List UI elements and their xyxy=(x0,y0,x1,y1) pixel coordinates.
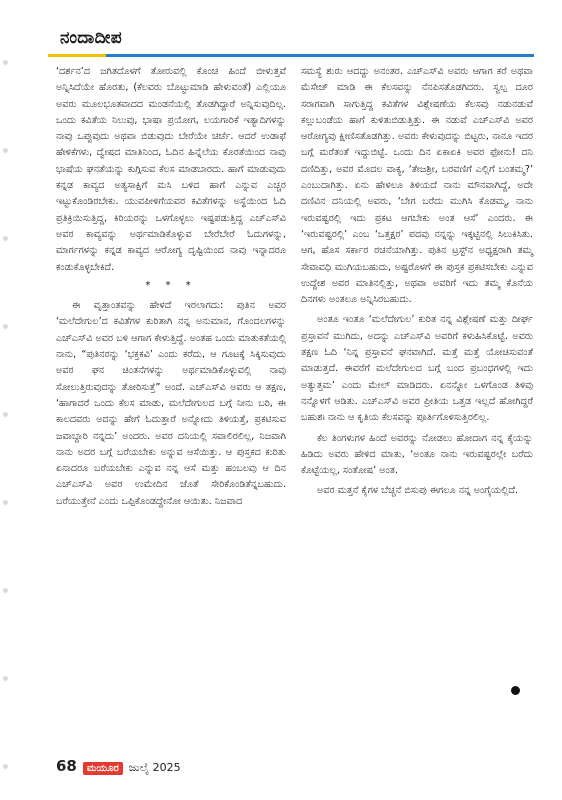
binder-hole xyxy=(3,676,8,681)
magazine-name: ಮಯೂರ xyxy=(83,762,123,775)
section-separator: * * * xyxy=(145,279,197,291)
binder-hole xyxy=(3,500,8,505)
paragraph: ಸಮಸ್ಯೆ ಶುರು ಆದದ್ದು ಅನಂತರ. ಎಚ್ಎಸ್‌ವಿ ಅವರು ಆಗಾಗ ಕರೆ ಅಥವಾ ಮೆಸೇಜ್ ಮಾಡಿ ಈ ಕೆಲಸವನ್ನು ನೆನಪಿಸತೊಡಗಿದರು. ಸ್ವಲ್ಪ ದೂರ ಸರಾಗವಾಗಿ ಸಾಗುತ್ತಿದ್ದ ಕವಿತೆಗಳ ವಿಶ್ಲೇಷಣೆಯ ಕೆಲಸವು ನಡುನಡುವೆ ಕಲ್ಲುಬಂಡೆಯ ಹಾಗೆ ಕುಳಿತುಬಿಡುತ್ತಿತ್ತು. ಈ ನಡುವೆ ಎಚ್ಎಸ್‌ವಿ ಅವರ ಆರೋಗ್ಯವು ಕ್ಷೀಣಿಸತೊಡಗಿತ್ತು. ಅವರು ಕೇಳುವುದನ್ನು ಬಿಟ್ಟರು, ನಾನೂ ಇದರ ಬಗ್ಗೆ ಮರೆತಂತೆ ಇದ್ದುಬಿಟ್ಟೆ. ಒಂದು ದಿನ ಏಕಾಏಕಿ ಅವರ ಫೋನು! ದನಿ ದಣಿದಿತ್ತು, ಅವರ ಮೊದಲ ವಾಕ್ಯ, ‘ತೇಜಶ್ರೀ, ಬರವಣಿಗೆ ಎಲ್ಲಿಗೆ ಬಂತಮ್ಮ?’ ಎಂಬುದಾಗಿತ್ತು. ಏನು ಹೇಳಲೂ ತಿಳಿಯದೆ ನಾನು ಮೌನವಾಗಿದ್ದೆ, ಅದೇ ದಣಿವಿನ ದನಿಯಲ್ಲಿ ಅವರು, ‘ಬೇಗ ಬರೆದು ಮುಗಿಸಿ ಕೊಡಮ್ಮ, ನಾನು ಇರುವಷ್ಟರಲ್ಲಿ ಇದು ಪ್ರಕಟ ಆಗಬೇಕು ಅಂತ ಆಸೆ’ ಎಂದರು. ಈ ‘ಇರುವಷ್ಟರಲ್ಲಿ’ ಎಂಬ ‘ಒತ್ತಕ್ಷರ’ ಪದವು ನನ್ನನ್ನು ಇಕ್ಕಟ್ಟಿನಲ್ಲಿ ಸಿಲುಕಿಸಿತು. ಆಗ, ಹೊಸ ಸರ್ಕಾರ ರಚನೆಯಾಗಿತ್ತು. ಪುತಿನ ಟ್ರಸ್ಟ್‌ನ ಅಧ್ಯಕ್ಷರಾಗಿ ತಮ್ಮ ಸೇವಾವಧಿ ಮುಗಿಯಬಹುದು, ಅಷ್ಟರೊಳಗೆ ಈ ಪುಸ್ತಕ ಪ್ರಕಟಿಸಬೇಕು ಎನ್ನುವ ಉದ್ದೇಶ ಅವರ ಮಾತಿನಲ್ಲಿತ್ತು, ಅಥವಾ ಅವರಿಗೆ ಇದು ತಮ್ಮ ಕೊನೆಯ ದಿನಗಳು ಅಂತಲೂ ಅನ್ನಿಸಿರಬಹುದು. xyxy=(301,66,533,306)
title-rule-main xyxy=(106,54,534,57)
paragraph: ಅಂತೂ ಇಂತೂ ‘ಮಲೆದೇಗುಲ’ ಕುರಿತ ನನ್ನ ವಿಶ್ಲೇಷಣೆ ಮತ್ತು ದೀರ್ಘ ಪ್ರಸ್ತಾವನೆ ಮುಗಿದು, ಅದನ್ನು ಎಚ್ಎಸ್‌ವಿ ಅವರಿಗೆ ಕಳುಹಿಸಿಕೊಟ್ಟೆ. ಅವರು ತಕ್ಷಣ ಓದಿ ‘ನಿನ್ನ ಪ್ರಸ್ತಾವನೆ ಘನವಾಗಿದೆ. ಮತ್ತೆ ಮತ್ತೆ ಯೋಚಿಸುವಂತೆ ಮಾಡುತ್ತದೆ. ಈವರೆಗೆ ಮಲೆದೇಗುಲದ ಬಗ್ಗೆ ಬಂದ ಪ್ರಬಂಧಗಳಲ್ಲಿ ಇದು ಅತ್ಯುತ್ತಮ’ ಎಂದು ಮೇಲ್ ಮಾಡಿದರು. ಏನನ್ನೋ ಒಳಗೊಂಡ ತಿಳಿವು ನನ್ನೊಳಗೆ ಆಡಿತು. ಎಚ್ಎಸ್‌ವಿ ಅವರ ಪ್ರೀತಿಯ ಒತ್ತಡ ಇಲ್ಲದೆ ಹೋಗಿದ್ದರೆ ಬಹುಶಃ ನಾನು ಆ ಕೃತಿಯ ಕೆಲಸವನ್ನು ಪೂರ್ತಿಗೊಳಿಸುತ್ತಿರಲಿಲ್ಲ. xyxy=(301,314,533,424)
section-title: ನಂದಾದೀಪ xyxy=(60,28,122,48)
binder-hole xyxy=(3,588,8,593)
paragraph: ಈ ವೃತ್ತಾಂತವನ್ನು ಹೇಳದೆ ಇರಲಾಗದು: ಪುತಿನ ಅವರ ‘ಮಲೆದೇಗುಲ’ದ ಕವಿತೆಗಳ ಕುರಿತಾಗಿ ನನ್ನ ಅನುಮಾನ, ಗೊಂದಲಗಳನ್ನು ಎಚ್ಎಸ್‌ವಿ ಅವರ ಬಳಿ ಆಗಾಗ ಕೇಳುತ್ತಿದ್ದೆ. ಅಂತಹ ಒಂದು ಮಾತುಕತೆಯಲ್ಲಿ ನಾನು, “ಪುತಿನರನ್ನು ‘ಭಕ್ತಕವಿ’ ಎಂದು ಕರೆದು, ಆ ಗೂಟಕ್ಕೆ ಸಿಕ್ಕಿಸುವುದು ಅವರ ಘನ ಚಿಂತನೆಗಳನ್ನು ಅರ್ಥಮಾಡಿಕೊಳ್ಳುವಲ್ಲಿ ನಾವು ಸೋಲುತ್ತಿರುವುದನ್ನು ತೋರಿಸುತ್ತೆ” ಅಂದೆ. ಎಚ್ಎಸ್‌ವಿ ಅವರು ಆ ತಕ್ಷಣ, ‘ಹಾಗಾದರೆ ಒಂದು ಕೆಲಸ ಮಾಡು, ಮಲೆದೇಗುಲದ ಬಗ್ಗೆ ನೀನು ಬರಿ, ಈ ಕಾಲದವರು ಅದನ್ನು ಹೇಗೆ ಓದುತ್ತಾರೆ ಅನ್ನೋದು ತಿಳಿಯತ್ತೆ, ಪ್ರಕಟಿಸುವ ಜವಾಬ್ದಾರಿ ನನ್ನದು’ ಅಂದರು. ಅವರ ದನಿಯಲ್ಲಿ ಸವಾಲಿರಲಿಲ್ಲ, ನಿಜವಾಗಿ ನಾನು ಅದರ ಬಗ್ಗೆ ಬರೆಯಬೇಕು ಅನ್ನುವ ಆಸೆಯಿತ್ತು. ಆ ಪುಸ್ತಕದ ಕುರಿತು ಏನಾದರೂ ಬರೆಯಬೇಕು ಎನ್ನುವ ನನ್ನ ಆಸೆ ಮತ್ತು ಹಂಬಲವು ಆ ದಿನ ಎಚ್ಎಸ್‌ವಿ ಅವರ ಉಮೇದಿನ ಜೊತೆ ಸೇರಿಕೊಂಡಿತೆನ್ನಬಹುದು. ಬರೆಯುತ್ತೇನೆ ಎಂದು ಒಪ್ಪಿಕೊಂಡದ್ದೇನೋ ಆಯಿತು. ನಿಜವಾದ xyxy=(56,300,286,507)
title-rule-accent xyxy=(48,54,106,57)
article-end-mark xyxy=(511,686,520,695)
paragraph: ‘ದರ್ಶನ’ದ ಜಗಿತದೊಳಗೆ ತೋರುವಲ್ಲಿ ಕೊಂಚ ಹಿಂದೆ ಬೀಳುತ್ತವೆ ಅನ್ನಿಸಿದೆಯೇ ಹೊರತು, (ಕೆಲವರು ಬೊಟ್ಟುಮಾಡಿ ಹೇಳುವಂತೆ) ಎಲ್ಲಿಯೂ ಅವರು ಮೂಲಭೂತವಾದದ ಮಂಡನೆಯಲ್ಲಿ ತೊಡಗಿದ್ದಾರೆ ಅನ್ನಿಸುವುದಿಲ್ಲ. ಒಂದು ಕವಿತೆಯ ನಿಲುವು, ಭಾಷಾ ಪ್ರಯೋಗ, ಲಯಗಾರಿಕೆ ಇತ್ಯಾದಿಗಳನ್ನು ನಾವು ಒಪ್ಪುವುದು ಅಥವಾ ಬಿಡುವುದು ಬೇರೆಯೇ ಚರ್ಚೆ. ಆದರೆ ಉಡಾಫೆ ಹೇಳಿಕೆಗಳು, ದ್ವೇಷದ ಮಾತಿನಿಂದ, ಓದಿನ ಹಿನ್ನೆಲೆಯ ಕೊರತೆಯಿಂದ ನಾವು ಭಾಷೆಯ ಘನತೆಯನ್ನು ಕುಗ್ಗಿಸುವ ಕೆಲಸ ಮಾಡಬಾರದು. ಹಾಗೆ ಮಾಡುವುದು ಕನ್ನಡ ಕಾವ್ಯದ ಅತ್ಯಸಾಕ್ಷಿಗೆ ಮಸಿ ಬಳಿದ ಹಾಗೆ ಎನ್ನುವ ಎಚ್ಚರ ಇಟ್ಟುಕೊಂಡಿರಬೇಕು. ಯುವಪೀಳಿಗೆಯವರ ಕವಿತೆಗಳನ್ನು ಅಸ್ಥೆಯಿಂದ ಓದಿ ಪ್ರತಿಕ್ರಿಯಿಸುತ್ತಿದ್ದ, ಕಿರಿಯರನ್ನು ಒಳಗೊಳ್ಳಲು ಇಷ್ಟಪಡುತ್ತಿದ್ದ ಎಚ್ಎಸ್‌ವಿ ಅವರ ಕಾವ್ಯವನ್ನು ಅರ್ಥಮಾಡಿಕೊಳ್ಳುವ ಬೇರೆಬೇರೆ ಓದುಗಳನ್ನು, ಮಾರ್ಗಗಳನ್ನು ಕನ್ನಡ ಕಾವ್ಯದ ಆರೋಗ್ಯ ದೃಷ್ಟಿಯಿಂದ ನಾವು ಇನ್ನಾದರೂ ಕಂಡುಕೊಳ್ಳಬೇಕಿದೆ. xyxy=(56,66,286,273)
binder-holes xyxy=(0,0,14,800)
binder-hole xyxy=(3,148,8,153)
binder-hole xyxy=(3,236,8,241)
binder-hole xyxy=(3,412,8,417)
issue-date: ಜುಲೈ 2025 xyxy=(128,761,181,774)
binder-hole xyxy=(3,60,8,65)
article-left-column xyxy=(56,64,286,510)
binder-hole xyxy=(3,324,8,329)
title-rule xyxy=(48,54,534,57)
page-footer xyxy=(56,757,181,775)
page-number: 68 xyxy=(56,757,77,775)
article-right-column xyxy=(301,64,533,500)
binder-hole xyxy=(3,764,8,769)
paragraph: ಅವರ ಮತ್ತನೆ ಕೈಗಳ ಬೆಚ್ಚನೆ ಬಿಸುಪು ಈಗಲೂ ನನ್ನ ಅಂಗೈಯಲ್ಲಿದೆ. xyxy=(317,485,519,497)
paragraph: ಕೆಲ ತಿಂಗಳುಗಳ ಹಿಂದೆ ಅವರನ್ನು ನೋಡಲು ಹೋದಾಗ ನನ್ನ ಕೈಯನ್ನು ಹಿಡಿದು ಅವರು ಹೇಳಿದ ಮಾತು, ‘ಅಂತೂ ನಾನು ಇರುವಷ್ಟರಲ್ಲೇ ಬರೆದು ಕೊಟ್ಟೆಯಲ್ಲ, ಸಂತೋಷ’ ಅಂತ. xyxy=(301,432,533,477)
